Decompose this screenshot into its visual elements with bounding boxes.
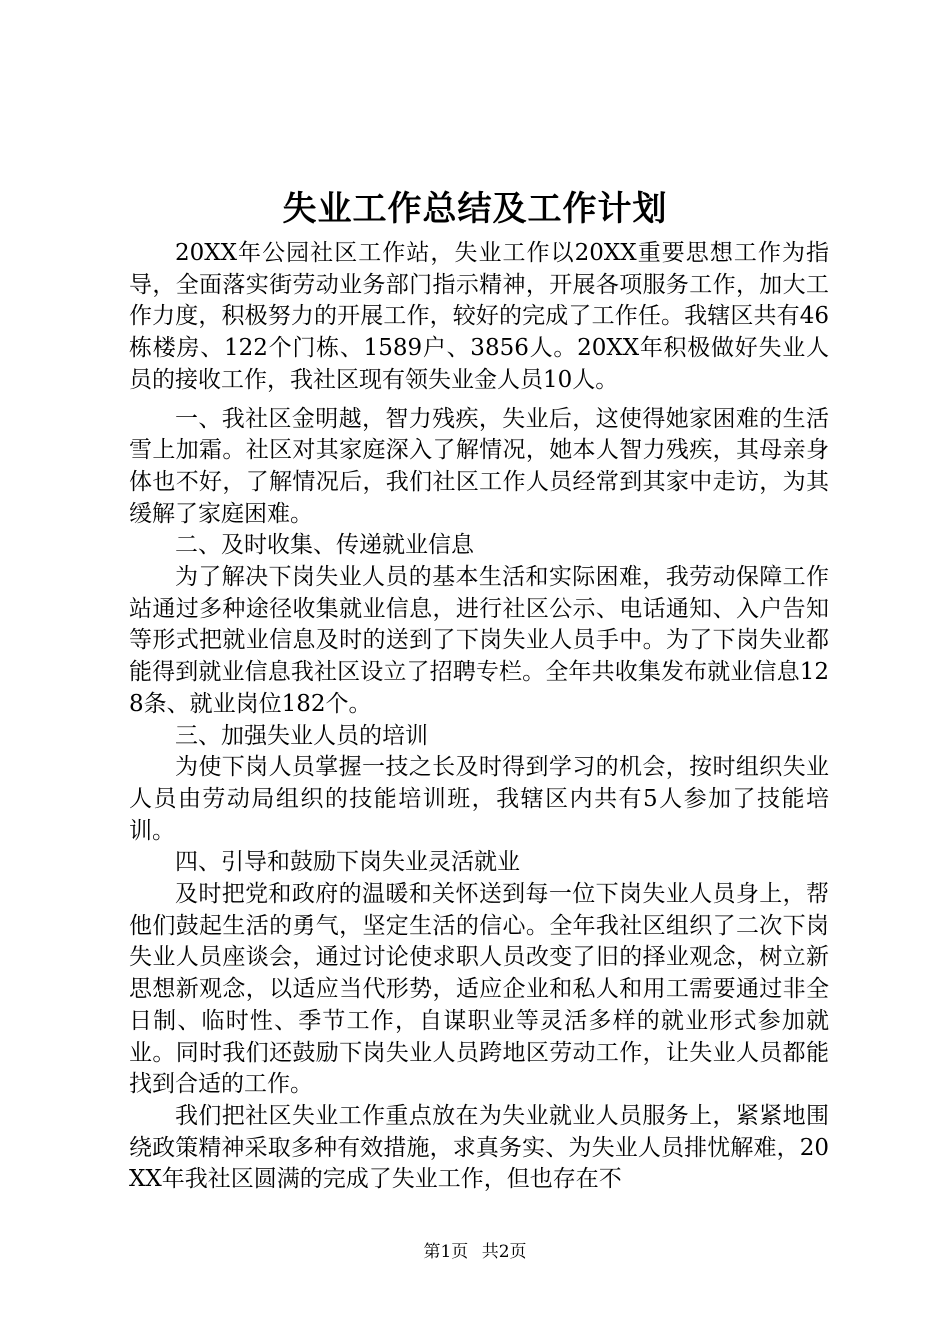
paragraph-closing: 我们把社区失业工作重点放在为失业就业人员服务上，紧紧地围绕政策精神采取多种有效措施，求真务实、为失业人员排忧解难，20XX年我社区圆满的完成了失业工作，但也存在不 bbox=[129, 1102, 829, 1193]
page-number-total: 共2页 bbox=[481, 1242, 527, 1262]
page-footer bbox=[0, 1240, 950, 1264]
document-title: 失业工作总结及工作计划 bbox=[282, 189, 668, 229]
paragraph-section-2: 为了解决下岗失业人员的基本生活和实际困难，我劳动保障工作站通过多种途径收集就业信息，进行社区公示、电话通知、入户告知等形式把就业信息及时的送到了下岗失业人员手中。为了下岗失业都能得到就业信息我社区设立了招聘专栏。全年共收集发布就业信息128条、就业岗位182个。 bbox=[129, 564, 829, 717]
paragraph-section-4: 及时把党和政府的温暖和关怀送到每一位下岗失业人员身上，帮他们鼓起生活的勇气，坚定生活的信心。全年我社区组织了二次下岗失业人员座谈会，通过讨论使求职人员改变了旧的择业观念，树立新思想新观念，以适应当代形势，适应企业和私人和用工需要通过非全日制、临时性、季节工作，自谋职业等灵活多样的就业形式参加就业。同时我们还鼓励下岗失业人员跨地区劳动工作，让失业人员都能找到合适的工作。 bbox=[129, 881, 829, 1098]
document-body bbox=[129, 238, 829, 1196]
section-heading-4: 四、引导和鼓励下岗失业灵活就业 bbox=[175, 849, 520, 876]
section-heading-2: 二、及时收集、传递就业信息 bbox=[175, 532, 474, 559]
section-heading-3: 三、加强失业人员的培训 bbox=[175, 722, 428, 749]
paragraph-section-1: 一、我社区金明越，智力残疾，失业后，这使得她家困难的生活雪上加霜。社区对其家庭深入了解情况，她本人智力残疾，其母亲身体也不好，了解情况后，我们社区工作人员经常到其家中走访，为其缓解了家庭困难。 bbox=[129, 405, 829, 527]
paragraph-section-3: 为使下岗人员掌握一技之长及时得到学习的机会，按时组织失业人员由劳动局组织的技能培训班，我辖区内共有5人参加了技能培训。 bbox=[129, 754, 829, 844]
page-number-current: 第1页 bbox=[423, 1242, 469, 1262]
paragraph-intro: 20XX年公园社区工作站，失业工作以20XX重要思想工作为指导，全面落实街劳动业务部门指示精神，开展各项服务工作，加大工作力度，积极努力的开展工作，较好的完成了工作任。我辖区共有46栋楼房、122个门栋、1589户、3856人。20XX年积极做好失业人员的接收工作，我社区现有领失业金人员10人。 bbox=[129, 240, 829, 393]
